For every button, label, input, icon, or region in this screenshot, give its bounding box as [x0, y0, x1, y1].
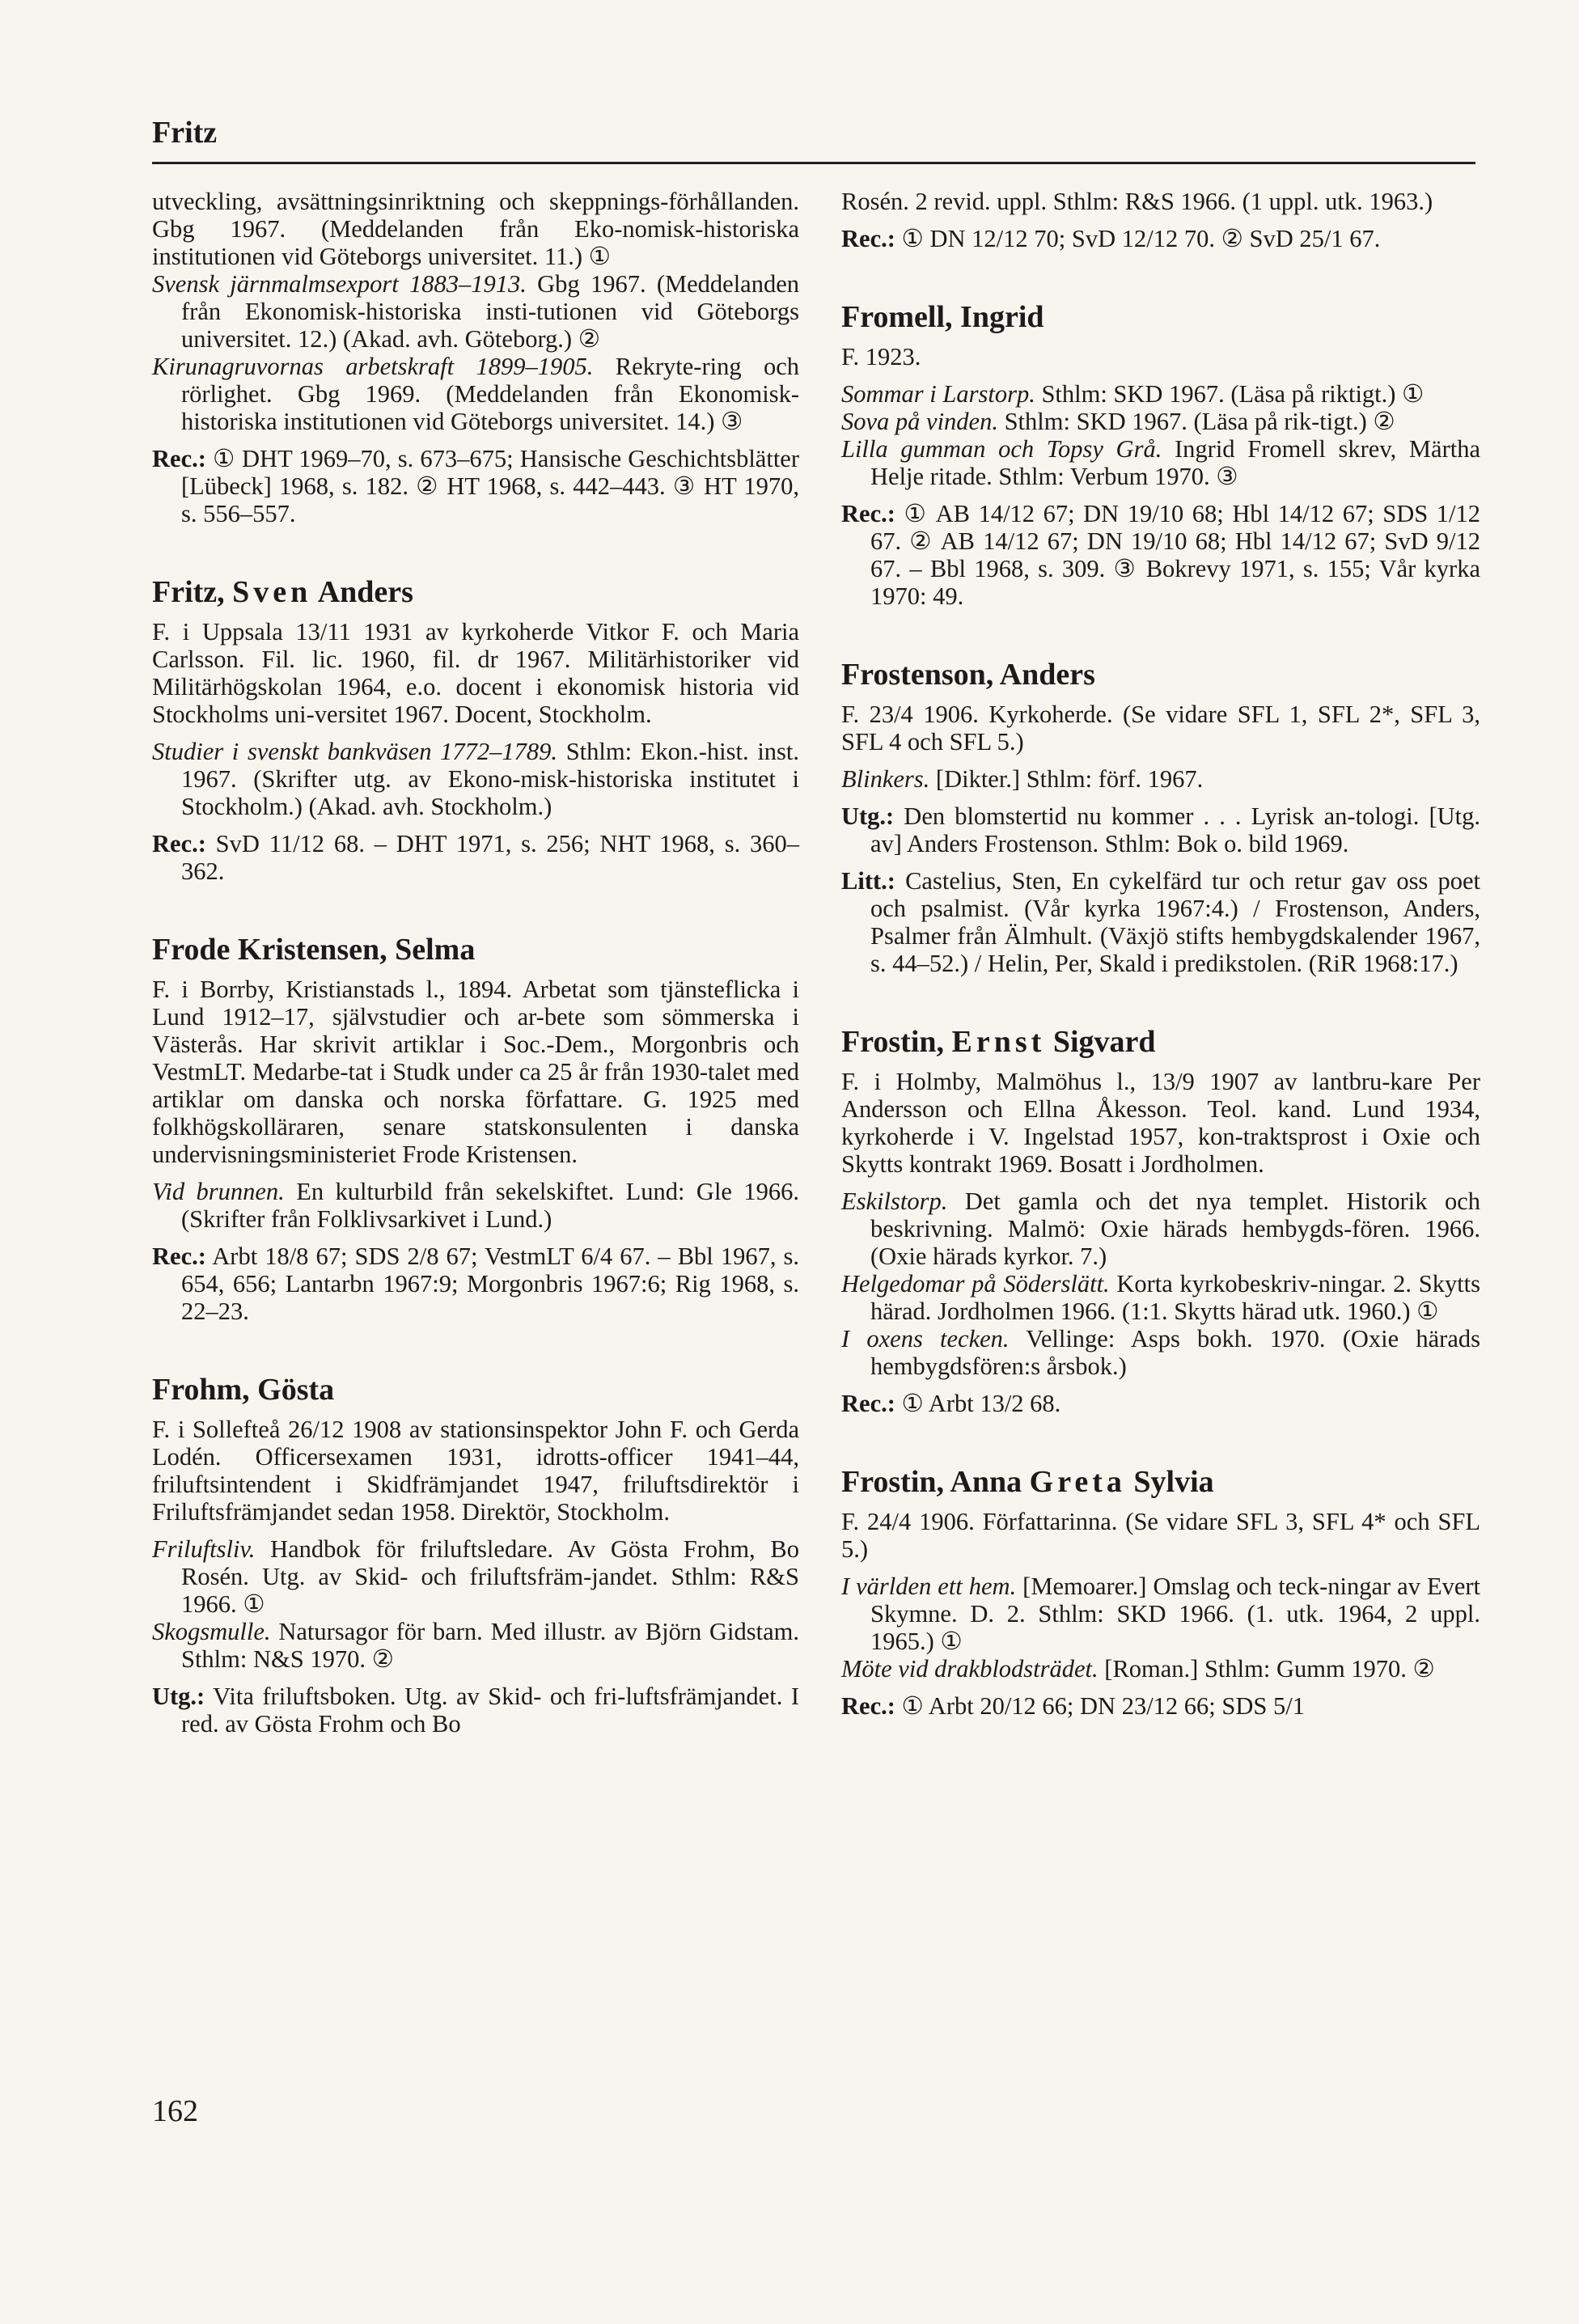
review-text: SvD 11/12 68. – DHT 1971, s. 256; NHT 1968, s. 360–362.	[181, 830, 799, 885]
entry-heading-frode-kristensen: Frode Kristensen, Selma	[152, 933, 476, 967]
review-text: ① DN 12/12 70; SvD 12/12 70. ② SvD 25/1 67.	[895, 225, 1381, 252]
entry-heading-frostin-ernst: Frostin, Ernst Sigvard	[841, 1025, 1156, 1059]
work-entry	[841, 1655, 1480, 1683]
work-details: Natursagor för barn. Med illustr. av Björn Gidstam. Sthlm: N&S 1970. ②	[181, 1618, 799, 1673]
work-title: Studier i svenskt bankväsen 1772–1789.	[152, 738, 558, 765]
entry-heading-frostenson-anders: Frostenson, Anders	[841, 658, 1095, 692]
work-entry	[152, 1618, 799, 1673]
biography: F. i Sollefteå 26/12 1908 av stationsinspektor John F. och Gerda Lodén. Officersexamen 1931, idrotts-officer 1941–44, friluftsintendent i Skidfrämjandet 1947, friluftsdirektör i Friluftsfrämjandet sedan 1958. Direktör, Stockholm.	[152, 1416, 799, 1526]
edited-entry	[841, 802, 1480, 857]
work-title: Sova på vinden.	[841, 408, 998, 435]
work-entry	[841, 408, 1480, 435]
work-title: Friluftsliv.	[152, 1535, 256, 1563]
rec-label: Rec.:	[152, 445, 206, 472]
work-entry	[152, 1178, 799, 1233]
work-details: Vellinge: Asps bokh. 1970. (Oxie härads hembygdsfören:s årsbok.)	[870, 1325, 1480, 1380]
work-details: Sthlm: SKD 1967. (Läsa på riktigt.) ①	[1035, 380, 1424, 408]
review-entry	[152, 1242, 799, 1325]
edited-text: Den blomstertid nu kommer . . . Lyrisk an-tologi. [Utg. av] Anders Frostenson. Sthlm: Bok o. bild 1969.	[870, 802, 1480, 857]
edited-entry-continued: Rosén. 2 revid. uppl. Sthlm: R&S 1966. (1 uppl. utk. 1963.)	[841, 188, 1433, 215]
biography: F. 23/4 1906. Kyrkoherde. (Se vidare SFL 1, SFL 2*, SFL 3, SFL 4 och SFL 5.)	[841, 701, 1480, 756]
work-details: [Roman.] Sthlm: Gumm 1970. ②	[1098, 1655, 1435, 1683]
rec-label: Rec.:	[841, 500, 895, 527]
review-text: ① DHT 1969–70, s. 673–675; Hansische Geschichtsblätter [Lübeck] 1968, s. 182. ② HT 1968, s. 442–443. ③ HT 1970, s. 556–557.	[181, 445, 799, 527]
review-entry	[841, 225, 1480, 252]
rec-label: Rec.:	[841, 1692, 895, 1720]
work-details: [Memoarer.] Omslag och teck-ningar av Evert Skymne. D. 2. Sthlm: SKD 1966. (1. utk. 1964, 2 uppl. 1965.) ①	[870, 1573, 1481, 1655]
rec-label: Rec.:	[152, 830, 206, 857]
work-details: En kulturbild från sekelskiftet. Lund: Gle 1966. (Skrifter från Folklivsarkivet i Lund.)	[181, 1178, 799, 1233]
work-title: I världen ett hem.	[841, 1573, 1017, 1600]
work-details: Korta kyrkobeskriv-ningar. 2. Skytts härad. Jordholmen 1966. (1:1. Skytts härad utk. 1960.) ①	[870, 1270, 1481, 1325]
review-text: ① AB 14/12 67; DN 19/10 68; Hbl 14/12 67; SDS 1/12 67. ② AB 14/12 67; DN 19/10 68; Hbl 14/12 67; SvD 9/12 67. – Bbl 1968, s. 309. ③ Bokrevy 1971, s. 155; Vår kyrka 1970: 49.	[870, 500, 1480, 610]
work-entry	[841, 1573, 1480, 1655]
literature-entry	[841, 867, 1480, 977]
work-entry	[841, 1325, 1480, 1380]
work-details: Gbg 1967. (Meddelanden från Ekonomisk-historiska insti-tutionen vid Göteborgs universitet. 12.) (Akad. avh. Göteborg.) ②	[181, 270, 799, 353]
utg-label: Utg.:	[841, 802, 895, 830]
work-details: Sthlm: Ekon.-hist. inst. 1967. (Skrifter utg. av Ekono-misk-historiska institutet i Stockholm.) (Akad. avh. Stockholm.)	[181, 738, 800, 820]
review-entry	[841, 1692, 1480, 1720]
work-title: I oxens tecken.	[841, 1325, 1010, 1352]
biography: F. i Uppsala 13/11 1931 av kyrkoherde Vitkor F. och Maria Carlsson. Fil. lic. 1960, fil. dr 1967. Militärhistoriker vid Militärhögskolan 1964, e.o. docent i ekonomisk historia vid Stockholms uni-versitet 1967. Docent, Stockholm.	[152, 618, 799, 728]
rec-label: Rec.:	[841, 225, 895, 252]
biography: F. 1923.	[841, 343, 921, 370]
entry-heading-fromell-ingrid: Fromell, Ingrid	[841, 300, 1044, 334]
left-column	[152, 188, 799, 1738]
review-entry	[841, 500, 1480, 610]
work-entry	[841, 1270, 1480, 1325]
work-title: Eskilstorp.	[841, 1187, 948, 1215]
work-title: Sommar i Larstorp.	[841, 380, 1035, 408]
work-title: Helgedomar på Söderslätt.	[841, 1270, 1110, 1297]
header-rule	[152, 162, 1475, 164]
review-entry	[152, 445, 799, 527]
work-entry	[152, 353, 799, 435]
literature-text: Castelius, Sten, En cykelfärd tur och retur gav oss poet och psalmist. (Vår kyrka 1967:4.) / Frostenson, Anders, Psalmer från Älmhult. (Växjö stifts hembygdskalender 1967, s. 44–52.) / Helin, Per, Skald i predikstolen. (RiR 1968:17.)	[870, 867, 1480, 977]
work-title: Blinkers.	[841, 765, 930, 793]
entry-heading-sven-anders-fritz: Fritz, Sven Anders	[152, 575, 413, 609]
work-entry	[152, 738, 799, 820]
work-title: Svensk järnmalmsexport 1883–1913.	[152, 270, 527, 298]
review-entry	[152, 830, 799, 885]
page-number: 162	[152, 2094, 198, 2128]
rec-label: Rec.:	[841, 1390, 895, 1417]
review-entry	[841, 1390, 1480, 1417]
running-head: Fritz	[152, 116, 218, 150]
fritz-continued-text: utveckling, avsättningsinriktning och skeppnings-förhållanden. Gbg 1967. (Meddelanden från Eko-nomisk-historiska institutionen vid Göteborgs universitet. 11.) ①	[152, 188, 799, 270]
biography: F. i Borrby, Kristianstads l., 1894. Arbetat som tjänsteflicka i Lund 1912–17, självstudier och ar-bete som sömmerska i Västerås. Har skrivit artiklar i Soc.-Dem., Morgonbris och VestmLT. Medarbe-tat i Studk under ca 25 år från 1930-talet med artiklar om danska och norska författare. G. 1925 med folkhögskolläraren, senare statskonsulenten i danska undervisningsministeriet Frode Kristensen.	[152, 976, 799, 1168]
work-entry	[152, 270, 799, 353]
litt-label: Litt.:	[841, 867, 895, 895]
entry-heading-frostin-anna: Frostin, Anna Greta Sylvia	[841, 1465, 1214, 1499]
review-text: Arbt 18/8 67; SDS 2/8 67; VestmLT 6/4 67. – Bbl 1967, s. 654, 656; Lantarbn 1967:9; Morgonbris 1967:6; Rig 1968, s. 22–23.	[181, 1242, 799, 1325]
work-entry	[152, 1535, 799, 1618]
work-entry	[841, 435, 1480, 490]
utg-label: Utg.:	[152, 1683, 205, 1710]
work-entry	[841, 765, 1480, 793]
work-details: Ingrid Fromell skrev, Märtha Helje ritade. Sthlm: Verbum 1970. ③	[870, 435, 1480, 490]
work-title: Vid brunnen.	[152, 1178, 285, 1205]
work-details: Rekryte-ring och rörlighet. Gbg 1969. (Meddelanden från Ekonomisk-historiska institutionen vid Göteborgs universitet. 14.) ③	[181, 353, 799, 435]
right-column	[841, 188, 1480, 1720]
work-title: Möte vid drakblodsträdet.	[841, 1655, 1099, 1683]
work-details: Handbok för friluftsledare. Av Gösta Frohm, Bo Rosén. Utg. av Skid- och friluftsfräm-jandet. Sthlm: R&S 1966. ①	[181, 1535, 799, 1618]
review-text: ① Arbt 20/12 66; DN 23/12 66; SDS 5/1	[895, 1692, 1305, 1720]
work-title: Kirunagruvornas arbetskraft 1899–1905.	[152, 353, 594, 380]
edited-entry	[152, 1683, 799, 1738]
work-title: Lilla gumman och Topsy Grå.	[841, 435, 1162, 463]
work-details: Det gamla och det nya templet. Historik och beskrivning. Malmö: Oxie härads hembygds-fören. 1966. (Oxie härads kyrkor. 7.)	[870, 1187, 1480, 1270]
work-details: Sthlm: SKD 1967. (Läsa på rik-tigt.) ②	[997, 408, 1395, 435]
work-title: Skogsmulle.	[152, 1618, 271, 1645]
work-details: [Dikter.] Sthlm: förf. 1967.	[929, 765, 1204, 793]
work-entry	[841, 1187, 1480, 1270]
biography: F. i Holmby, Malmöhus l., 13/9 1907 av lantbru-kare Per Andersson och Ellna Åkesson. Teol. kand. Lund 1934, kyrkoherde i V. Ingelstad 1957, kon-traktsprost i Oxie och Skytts kontrakt 1969. Bosatt i Jordholmen.	[841, 1068, 1480, 1178]
edited-text: Vita friluftsboken. Utg. av Skid- och fri-luftsfrämjandet. I red. av Gösta Frohm och Bo	[181, 1683, 799, 1738]
review-text: ① Arbt 13/2 68.	[895, 1390, 1061, 1417]
entry-heading-frohm-gosta: Frohm, Gösta	[152, 1373, 335, 1407]
rec-label: Rec.:	[152, 1242, 206, 1270]
biography: F. 24/4 1906. Författarinna. (Se vidare SFL 3, SFL 4* och SFL 5.)	[841, 1508, 1480, 1563]
work-entry	[841, 380, 1480, 408]
